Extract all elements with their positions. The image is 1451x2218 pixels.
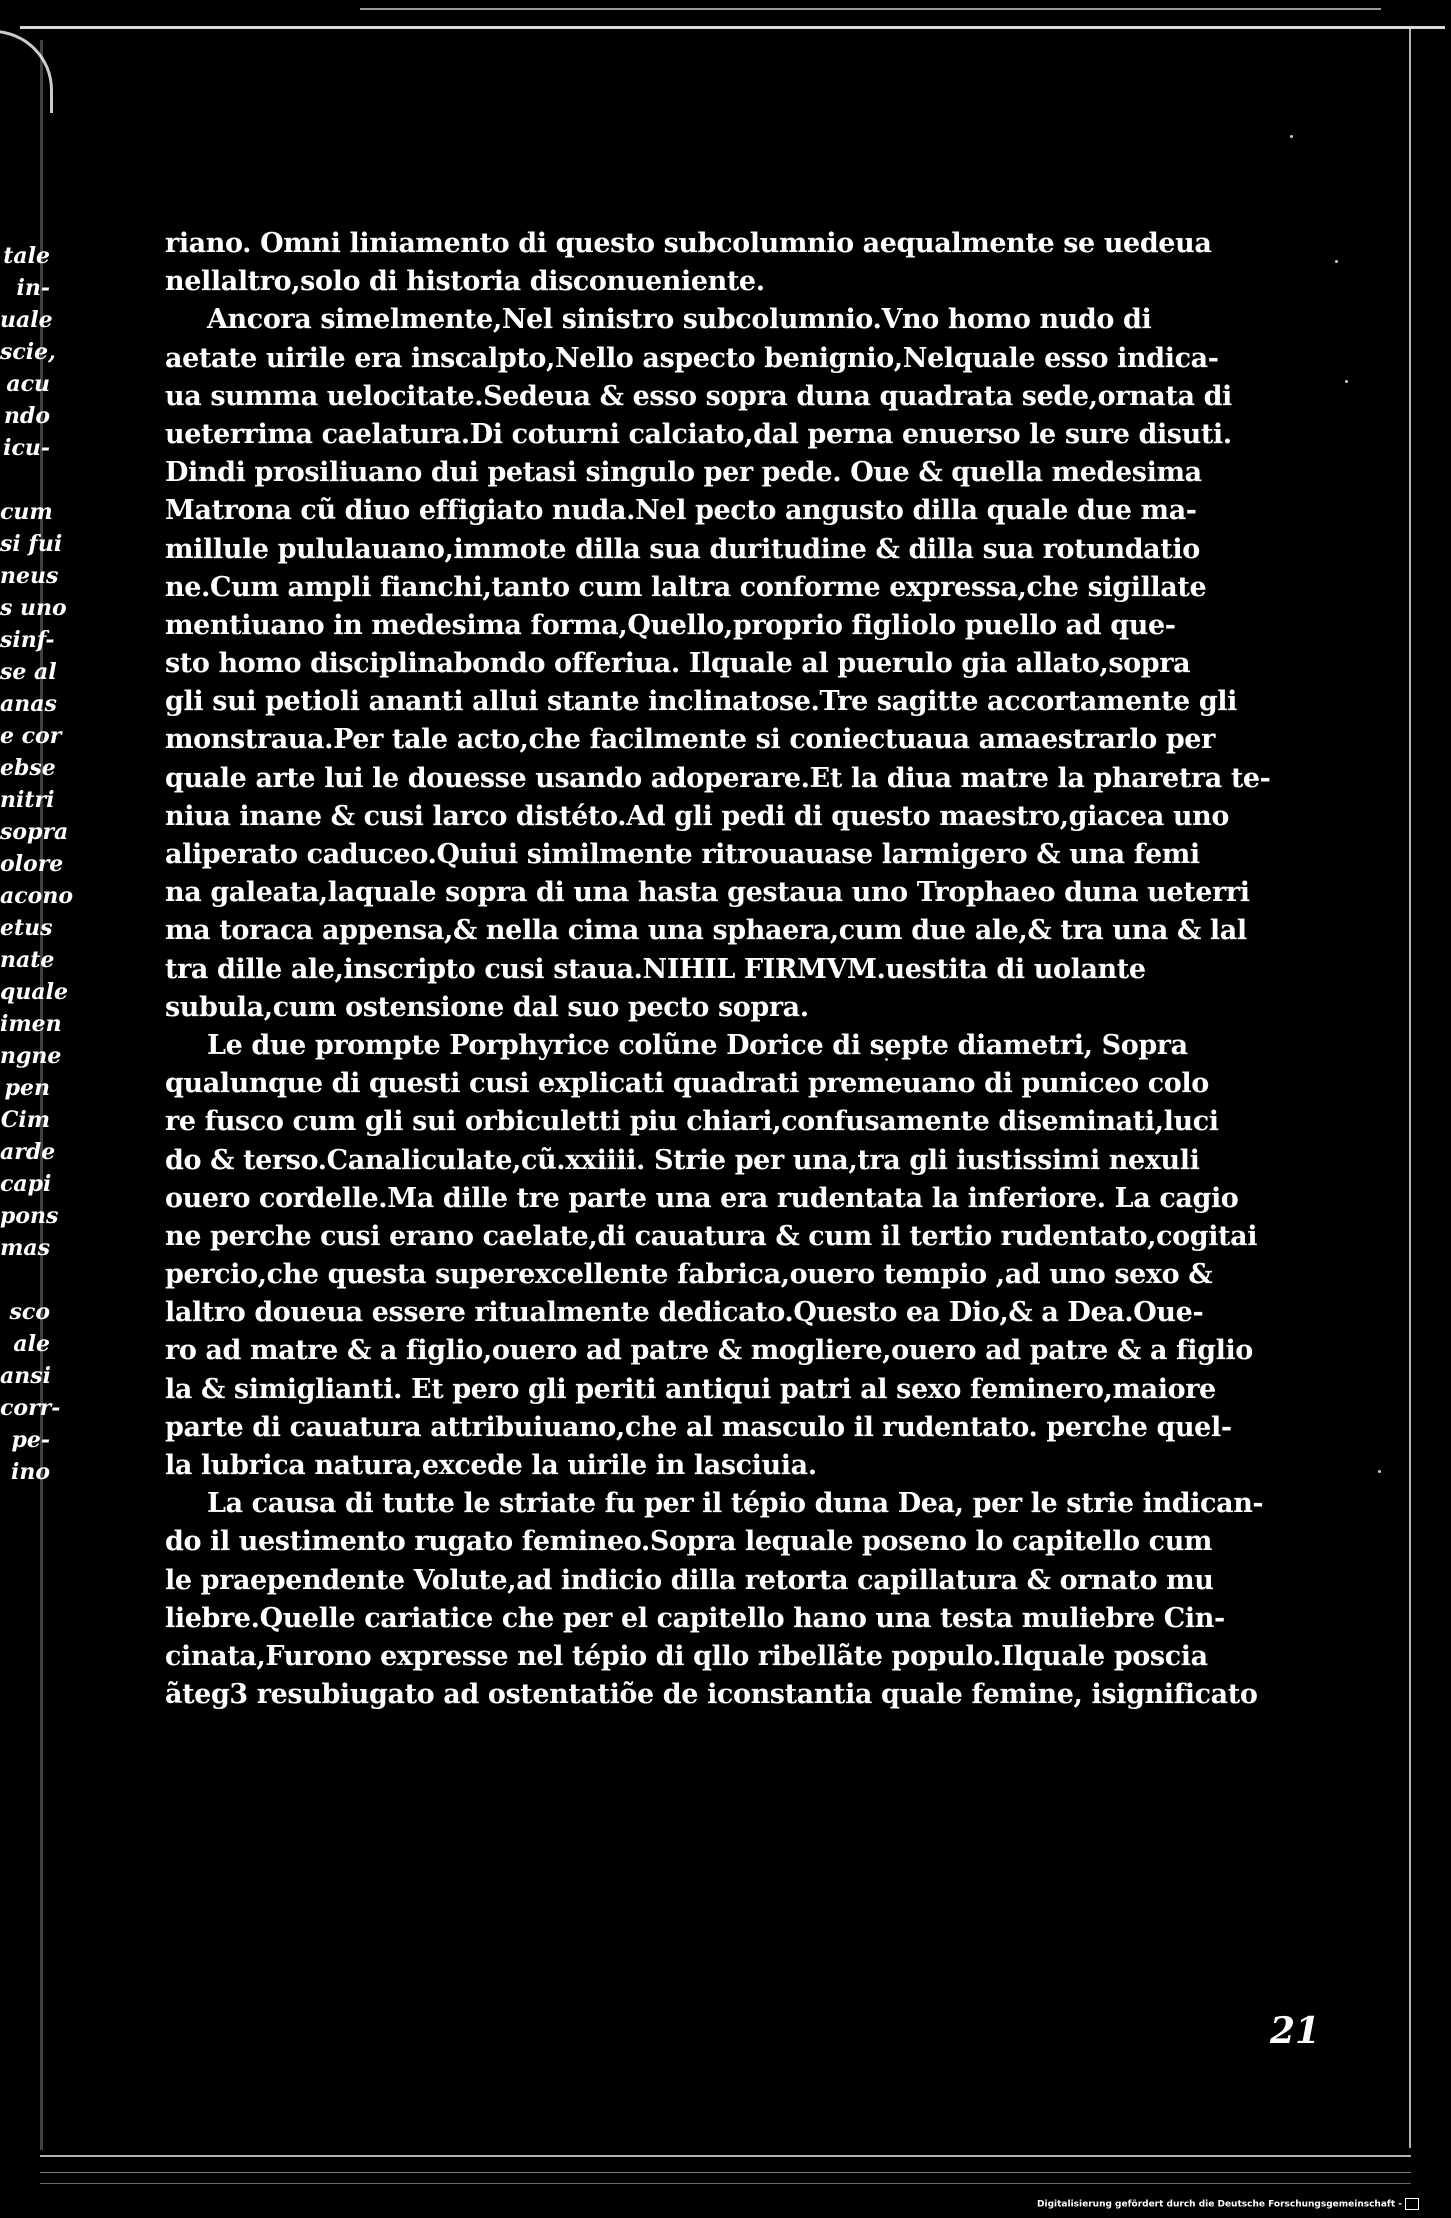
margin-fragment: capi (0, 1171, 52, 1197)
text-line: Ancora simelmente,Nel sinistro subcolumnio.Vno homo nudo di (207, 304, 1152, 336)
margin-fragment: pe- (11, 1427, 50, 1453)
text-line: ro ad matre & a figlio,ouero ad patre & mogliere,ouero ad patre & a figlio (165, 1335, 1253, 1367)
margin-fragment: tale (3, 243, 50, 269)
speck (1378, 1470, 1381, 1473)
margin-fragment: ansi (0, 1363, 51, 1389)
text-line: tra dille ale,inscripto cusi staua.NIHIL FIRMVM.uestita di uolante (165, 953, 1146, 985)
credit-box-icon (1405, 2198, 1419, 2210)
text-line: subula,cum ostensione dal suo pecto sopra. (165, 991, 809, 1023)
text-line: laltro doueua essere ritualmente dedicato.Questo ea Dio,& a Dea.Oue- (165, 1297, 1204, 1329)
text-line: mentiuano in medesima forma,Quello,proprio figliolo puello ad que- (165, 609, 1176, 641)
text-line: aetate uirile era inscalpto,Nello aspecto benignio,Nelquale esso indica- (165, 342, 1219, 374)
scan-border-bottom-3 (40, 2183, 1411, 2184)
text-line: ouero cordelle.Ma dille tre parte una era rudentata la inferiore. La cagio (165, 1182, 1239, 1214)
text-line: ne perche cusi erano caelate,di cauatura & cum il tertio rudentato,cogitai (165, 1220, 1258, 1252)
text-line: monstraua.Per tale acto,che facilmente si coniectuaua amaestrarlo per (165, 724, 1215, 756)
text-line: do & terso.Canaliculate,cũ.xxiiii. Strie per una,tra gli iustissimi nexuli (165, 1144, 1200, 1176)
speck (1345, 380, 1348, 383)
text-line: ua summa uelocitate.Sedeua & esso sopra duna quadrata sede,ornata di (165, 380, 1232, 412)
paragraph (165, 1485, 1264, 1714)
margin-fragment: s uno (0, 595, 67, 621)
speck (1335, 260, 1338, 263)
margin-fragment: acono (0, 883, 73, 909)
margin-fragment: sinf- (0, 627, 55, 653)
margin-fragment: sco (9, 1299, 50, 1325)
text-line: ãteg3 resubiugato ad ostentatiõe de iconstantia quale femine, isignificato (165, 1679, 1258, 1711)
scan-border-right (1409, 28, 1411, 2148)
text-line: gli sui petioli ananti allui stante inclinatose.Tre sagitte accortamente gli (165, 686, 1238, 718)
text-line: liebre.Quelle cariatice che per el capitello hano una testa muliebre Cin- (165, 1602, 1225, 1634)
text-line: quale arte lui le douesse usando adoperare.Et la diua matre la pharetra te- (165, 762, 1271, 794)
text-line: ueterrima caelatura.Di coturni calciato,dal perna enuerso le sure disuti. (165, 418, 1232, 450)
text-line: Dindi prosiliuano dui petasi singulo per pede. Oue & quella medesima (165, 457, 1202, 489)
scan-border-bottom-2 (40, 2172, 1411, 2173)
text-line: la & simiglianti. Et pero gli periti antiqui patri al sexo feminero,maiore (165, 1373, 1216, 1405)
text-line: sto homo disciplinabondo offeriua. Ilquale al puerulo gia allato,sopra (165, 648, 1191, 680)
margin-fragment: nate (0, 947, 55, 973)
scan-border-top (20, 26, 1445, 29)
text-line: niua inane & cusi larco distéto.Ad gli pedi di questo maestro,giacea uno (165, 800, 1230, 832)
text-line: parte di cauatura attribuiuano,che al masculo il rudentato. perche quel- (165, 1411, 1232, 1443)
margin-fragment: anas (0, 691, 57, 717)
margin-fragment: corr- (0, 1395, 61, 1421)
margin-fragment: quale (0, 979, 68, 1005)
margin-fragment: scie, (0, 339, 56, 365)
margin-fragment: ngne (0, 1043, 62, 1069)
text-line: Matrona cũ diuo effigiato nuda.Nel pecto angusto dilla quale due ma- (165, 495, 1197, 527)
margin-fragment: ndo (3, 403, 50, 429)
text-line: cinata,Furono expresse nel tépio di qllo ribellãte populo.Ilquale poscia (165, 1640, 1208, 1672)
scan-border-bottom (40, 2155, 1411, 2157)
margin-fragment: nitri (0, 787, 55, 813)
margin-fragment: pons (0, 1203, 59, 1229)
margin-fragment: icu- (3, 435, 50, 461)
margin-fragment: ino (10, 1459, 50, 1485)
margin-fragment: Cim (0, 1107, 50, 1133)
text-line: riano. Omni liniamento di questo subcolumnio aequalmente se uedeua (165, 228, 1212, 259)
text-line: percio,che questa superexcellente fabrica,ouero tempio ,ad uno sexo & (165, 1259, 1213, 1291)
margin-fragment: imen (0, 1011, 62, 1037)
margin-fragment: ebse (0, 755, 56, 781)
text-line: aliperato caduceo.Quiui similmente ritrouauase larmigero & una femi (165, 839, 1200, 870)
margin-fragment: olore (0, 851, 64, 877)
text-line: nellaltro,solo di historia disconueniente. (165, 266, 765, 298)
margin-fragment: etus (0, 915, 53, 941)
digitization-credit-text: Digitalisierung gefördert durch die Deutsche Forschungsgemeinschaft - (1037, 2199, 1402, 2210)
scan-border-top-outer (360, 8, 1381, 10)
text-line: le praependente Volute,ad indicio dilla retorta capillatura & ornato mu (165, 1564, 1214, 1596)
margin-fragment (0, 1264, 50, 1296)
margin-fragment (0, 464, 50, 496)
margin-fragment: se al (0, 659, 57, 685)
text-line: qualunque di questi cusi explicati quadrati premeuano di puniceo colo (165, 1068, 1209, 1100)
digitization-credit (1037, 2198, 1419, 2210)
margin-fragment: arde (0, 1139, 56, 1165)
margin-fragment: in- (16, 275, 50, 301)
margin-fragment: si fui (0, 531, 63, 557)
text-line: millule pululauano,immote dilla sua duritudine & dilla sua rotundatio (165, 533, 1200, 565)
paragraph (165, 225, 1212, 301)
paragraph (165, 301, 1271, 1027)
book-binding-curve (0, 30, 53, 113)
paragraph (165, 1027, 1258, 1485)
facing-page-margin-fragments (0, 240, 73, 1488)
text-line: la lubrica natura,excede la uirile in lasciuia. (165, 1450, 817, 1481)
text-line: na galeata,laquale sopra di una hasta gestaua uno Trophaeo duna ueterri (165, 877, 1250, 909)
text-line: ne.Cum ampli fianchi,tanto cum laltra conforme expressa,che sigillate (165, 571, 1207, 603)
margin-fragment: acu (6, 371, 50, 397)
margin-fragment: sopra (0, 819, 69, 845)
main-text-block (165, 225, 1271, 1714)
margin-fragment: neus (0, 563, 59, 589)
text-line: La causa di tutte le striate fu per il tépio duna Dea, per le strie indican- (207, 1488, 1264, 1520)
text-line: do il uestimento rugato femineo.Sopra lequale poseno lo capitello cum (165, 1526, 1213, 1558)
margin-fragment: uale (0, 307, 53, 333)
page-number: 21 (1270, 2010, 1321, 2052)
margin-fragment: pen (4, 1075, 50, 1101)
margin-fragment: ale (13, 1331, 50, 1357)
text-line: re fusco cum gli sui orbiculetti piu chiari,confusamente diseminati,luci (165, 1106, 1219, 1138)
text-line: ma toraca appensa,& nella cima una sphaera,cum due ale,& tra una & lal (165, 915, 1247, 947)
margin-fragment: cum (0, 499, 53, 525)
text-line: Le due prompte Porphyrice colũne Dorice di septe diametri, Sopra (207, 1029, 1188, 1061)
speck (1290, 135, 1293, 138)
margin-fragment: e cor (0, 723, 62, 749)
margin-fragment: mas (0, 1235, 50, 1261)
